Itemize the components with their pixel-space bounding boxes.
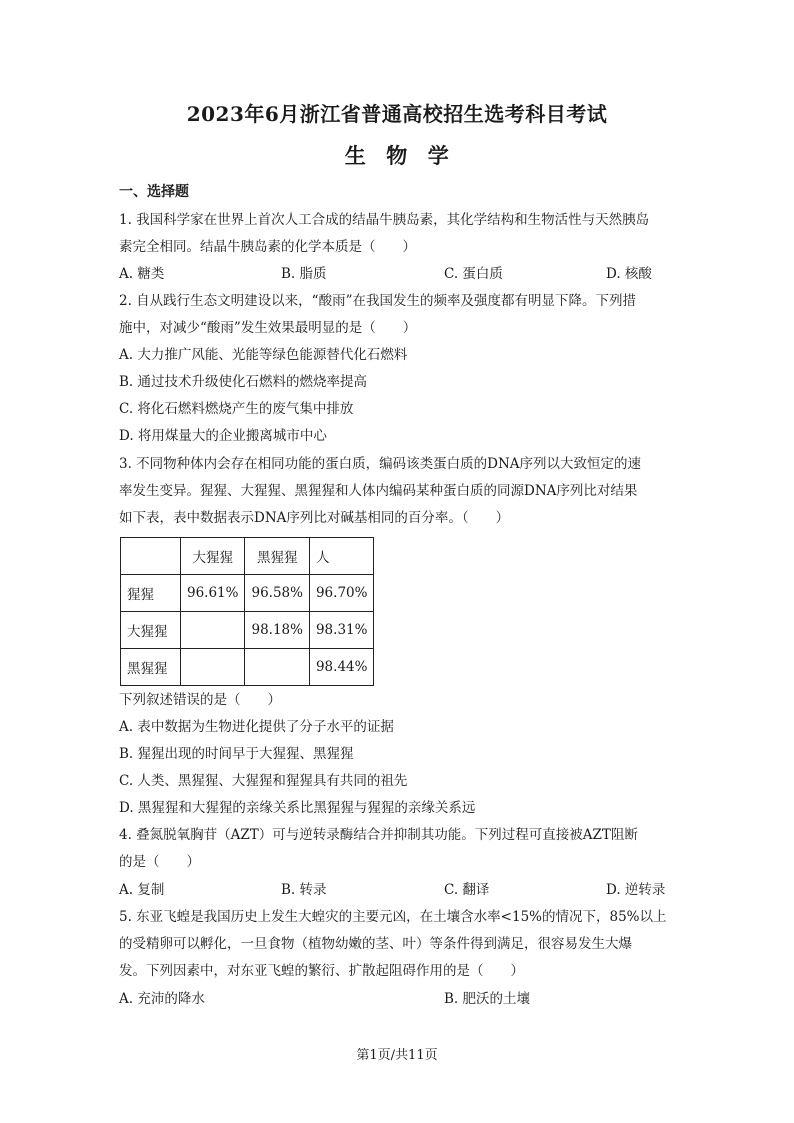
table-row-label: 黑猩猩 [121,649,181,686]
subject-char: 物 [386,143,408,168]
question-3-line: 如下表，表中数据表示DNA序列比对碱基相同的百分率。（ ） [119,510,510,526]
question-2-option-c: C. 将化石燃料燃烧产生的废气集中排放 [119,401,354,417]
question-3-option-c: C. 人类、黑猩猩、大猩猩和猩猩具有共同的祖先 [119,773,408,789]
question-2-option-d: D. 将用煤量大的企业搬离城市中心 [119,428,327,444]
table-header-cell: 大猩猩 [181,538,245,575]
question-3-option-a: A. 表中数据为生物进化提供了分子水平的证据 [119,719,394,735]
question-1-option-a: A. 糖类 [119,266,165,282]
question-3-line: 率发生变异。猩猩、大猩猩、黑猩猩和人体内编码某种蛋白质的同源DNA序列比对结果 [119,483,638,499]
table-cell: 98.31% [309,612,373,649]
question-3-prompt: 下列叙述错误的是（ ） [119,692,281,708]
table-header-row [121,538,374,575]
table-cell: 98.44% [309,649,373,686]
table-header-cell: 黑猩猩 [245,538,309,575]
question-3-line: 3. 不同物种体内会存在相同功能的蛋白质，编码该类蛋白质的DNA序列以大致恒定的速 [119,456,642,472]
question-1-line: 1. 我国科学家在世界上首次人工合成的结晶牛胰岛素，其化学结构和生物活性与天然胰岛 [119,212,650,228]
question-5-option-b: B. 肥沃的土壤 [444,991,531,1007]
subject-title [0,140,794,170]
table-row [121,649,374,686]
table-cell [181,649,245,686]
question-4-option-c: C. 翻译 [444,882,490,898]
question-5-option-a: A. 充沛的降水 [119,991,205,1007]
table-cell: 96.70% [309,575,373,612]
subject-char: 生 [344,143,367,168]
question-3-option-b: B. 猩猩出现的时间早于大猩猩、黑猩猩 [119,746,354,762]
question-3-option-d: D. 黑猩猩和大猩猩的亲缘关系比黑猩猩与猩猩的亲缘关系远 [119,800,476,816]
table-cell [245,649,309,686]
table-header-cell: 人 [309,538,373,575]
table-row [121,575,374,612]
question-5-line: 的受精卵可以孵化，一旦食物（植物幼嫩的茎、叶）等条件得到满足，很容易发生大爆 [119,936,632,952]
question-5-line: 5. 东亚飞蝗是我国历史上发生大蝗灾的主要元凶，在土壤含水率<15%的情况下，85%以上 [119,909,667,925]
section-heading: 一、选择题 [119,184,189,200]
table-cell: 96.61% [181,575,245,612]
question-1-option-d: D. 核酸 [606,266,652,282]
question-2-option-a: A. 大力推广风能、光能等绿色能源替代化石燃料 [119,347,408,363]
table-row-label: 大猩猩 [121,612,181,649]
table-cell [181,612,245,649]
question-1-option-b: B. 脂质 [281,266,327,282]
question-1-line: 素完全相同。结晶牛胰岛素的化学本质是（ ） [119,239,416,255]
question-2-option-b: B. 通过技术升级使化石燃料的燃烧率提高 [119,374,368,390]
table-row-label: 猩猩 [121,575,181,612]
dna-comparison-table [120,537,374,686]
question-4-option-d: D. 逆转录 [606,882,666,898]
table-cell: 96.58% [245,575,309,612]
table-row [121,612,374,649]
exam-title: 2023年6月浙江省普通高校招生选考科目考试 [186,102,608,126]
subject-char: 学 [427,143,450,168]
question-2-line: 施中，对减少“酸雨”发生效果最明显的是（ ） [119,320,417,336]
table-cell: 98.18% [245,612,309,649]
table-cell [121,538,181,575]
page-footer: 第1页/共11页 [356,1048,438,1063]
question-4-option-b: B. 转录 [281,882,327,898]
question-1-option-c: C. 蛋白质 [444,266,503,282]
question-2-line: 2. 自从践行生态文明建设以来，“酸雨”在我国发生的频率及强度都有明显下降。下列措 [119,293,636,309]
question-4-option-a: A. 复制 [119,882,165,898]
question-4-line: 4. 叠氮脱氧胸苷（AZT）可与逆转录酶结合并抑制其功能。下列过程可直接被AZT阻断 [119,827,638,843]
question-4-line: 的是（ ） [119,854,200,870]
question-5-line: 发。下列因素中，对东亚飞蝗的繁衍、扩散起阻碍作用的是（ ） [119,963,524,979]
